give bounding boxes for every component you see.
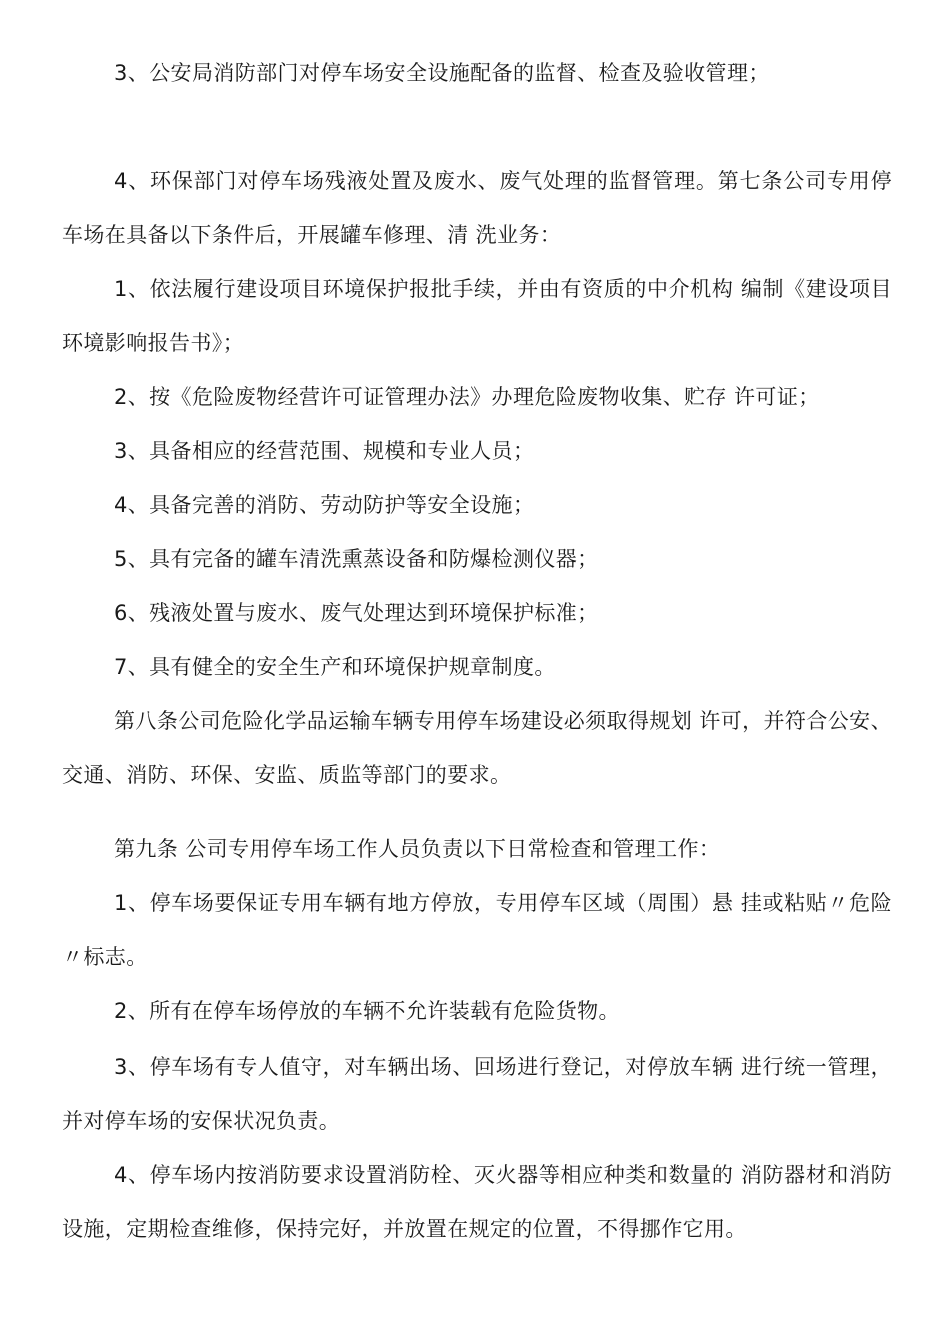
paragraph-condition-6: 6、残液处置与废水、废气处理达到环境保护标准； [114, 601, 599, 625]
paragraph-article-9: 第九条 公司专用停车场工作人员负责以下日常检查和管理工作： [114, 837, 721, 861]
paragraph-condition-4: 4、具备完善的消防、劳动防护等安全设施； [114, 493, 535, 517]
paragraph-condition-3: 3、具备相应的经营范围、规模和专业人员； [114, 439, 535, 463]
paragraph-duty-3: 3、停车场有专人值守，对车辆出场、回场进行登记，对停放车辆 进行统一管理，并对停车场的安保状况负责。 [62, 1055, 892, 1133]
paragraph-article-8: 第八条公司危险化学品运输车辆专用停车场建设必须取得规划 许可，并符合公安、交通、消防、环保、安监、质监等部门的要求。 [62, 709, 892, 787]
paragraph-duty-1: 1、停车场要保证专用车辆有地方停放，专用停车区域（周围）悬 挂或粘贴〃危险〃标志。 [62, 891, 892, 969]
paragraph-condition-5: 5、具有完备的罐车清洗熏蒸设备和防爆检测仪器； [114, 547, 599, 571]
paragraph-condition-1: 1、依法履行建设项目环境保护报批手续，并由有资质的中介机构 编制《建设项目环境影响报告书》； [62, 277, 892, 355]
paragraph-condition-2: 2、按《危险废物经营许可证管理办法》办理危险废物收集、贮存 许可证； [114, 385, 820, 409]
paragraph-duty-2: 2、所有在停车场停放的车辆不允许装载有危险货物。 [114, 999, 620, 1023]
paragraph-fire-dept-supervision: 3、公安局消防部门对停车场安全设施配备的监督、检查及验收管理； [114, 61, 770, 85]
paragraph-duty-4: 4、停车场内按消防要求设置消防栓、灭火器等相应种类和数量的 消防器材和消防设施，定期检查维修，保持完好，并放置在规定的位置，不得挪作它用。 [62, 1163, 892, 1241]
paragraph-env-dept-article-7: 4、环保部门对停车场残液处置及废水、废气处理的监督管理。第七条公司专用停车场在具备以下条件后，开展罐车修理、清 洗业务： [62, 169, 892, 247]
paragraph-condition-7: 7、具有健全的安全生产和环境保护规章制度。 [114, 655, 556, 679]
